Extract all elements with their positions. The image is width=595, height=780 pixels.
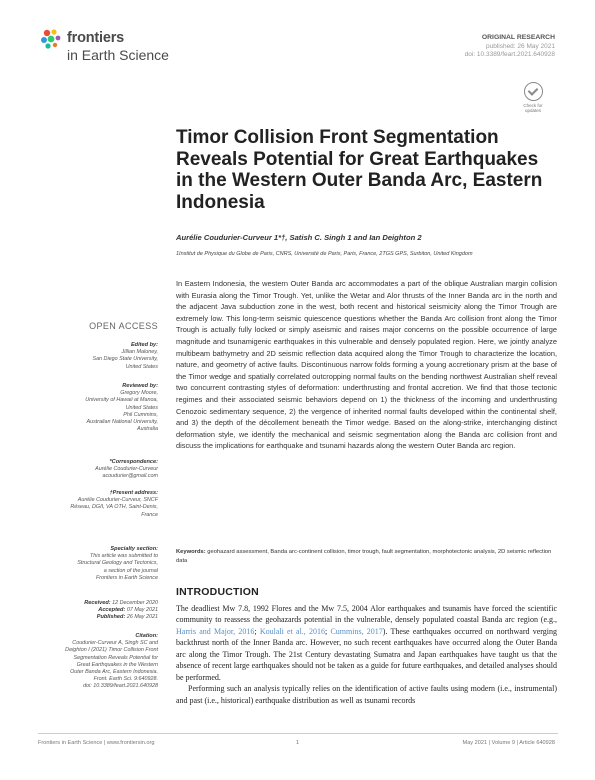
- page-number: 1: [296, 740, 300, 746]
- footer-volume-info: May 2021 | Volume 9 | Article 640928: [462, 740, 555, 746]
- affiliations: 1Institut de Physique du Globe de Paris, CNRS, Université de Paris, Paris, France, 2TGS GPS, Surbiton, United Kingdom: [176, 251, 473, 257]
- badge-line-1: Check for: [523, 103, 543, 108]
- open-access-label: OPEN ACCESS: [89, 321, 158, 331]
- received-date: 12 December 2020: [112, 600, 158, 606]
- specialty-section: Specialty section: This article was submitted to Structural Geology and Tectonics, a section of the journal Frontiers in Earth Science: [77, 546, 158, 581]
- published-date-side: 26 May 2021: [126, 614, 158, 621]
- published-date: published: 26 May 2021: [485, 42, 555, 50]
- citation-link[interactable]: Harris and Major, 2016: [176, 626, 255, 636]
- intro-paragraph-1: The deadliest Mw 7.8, 1992 Flores and the Mw 7.5, 2004 Alor earthquakes and tsunamis have forced the scientific community to reassess the geohazards potential in the vulnerable, densely populated coastal Banda arc region (e.g., Harris and Major, 2016; Koulali et al., 2016; Cummins, 2017). These earthquakes occurred on northward verging backthrust north of the Inner Banda arc. However, no such recent earthquakes have occurred along the Outer Banda arc along the Timor Trough. The 21st Century devastating Sumatra and Japan earthquakes have taught us that the absence of recent large earthquakes should not be taken as a guide for future earthquakes, and detailed analyses should be performed.: [176, 604, 557, 682]
- reviewed-by: Reviewed by: Gregory Moore, University of Hawaii at Manoa, United States Phil Cummins, Australian National University, Australia: [85, 383, 158, 433]
- author-list: Aurélie Coudurier-Curveur 1*†, Satish C. Singh 1 and Ian Deighton 2: [176, 233, 422, 242]
- section-heading-introduction: INTRODUCTION: [176, 586, 259, 598]
- badge-line-2: updates: [524, 108, 541, 113]
- journal-brand[interactable]: frontiers: [67, 30, 125, 46]
- present-address: †Present address: Aurélie Coudurier-Curveur, SNCF Réseau, DGII, VA OTH, Saint-Denis, France: [70, 490, 158, 518]
- accepted-date: 07 May 2021: [126, 607, 158, 614]
- article-title: Timor Collision Front Segmentation Reveals Potential for Great Earthquakes in the Western Outer Banda Arc, Eastern Indonesia: [176, 127, 543, 213]
- check-for-updates-badge[interactable]: [513, 82, 553, 113]
- introduction-body: [176, 603, 557, 706]
- edited-by: Edited by: Jillian Maloney, San Diego State University, United States: [92, 342, 158, 370]
- footer-journal-link[interactable]: Frontiers in Earth Science | www.frontiersin.org: [38, 740, 155, 746]
- keywords-label: Keywords:: [176, 549, 206, 555]
- keywords-text: geohazard assessment, Banda arc-continent collision, timor trough, fault segmentation, morphotectonic analysis, 2D seismic reflection data: [176, 549, 552, 564]
- citation-doi-link[interactable]: doi: 10.3389/feart.2021.640928: [83, 683, 158, 690]
- correspondence: *Correspondence: Aurélie Coudurier-Curveur acoudurier@gmail.com: [23, 459, 158, 481]
- footer-divider: [38, 733, 558, 734]
- citation-link[interactable]: Koulali et al., 2016: [259, 626, 326, 636]
- keywords: [176, 548, 557, 566]
- citation-block: Citation: Coudurier-Curveur A, Singh SC and Deighton I (2021) Timor Collision Front Segmentation Reveals Potential for Great Earthquakes in the Western Outer Banda Arc, Eastern Indonesia. Front. Earth Sci. 9:640928. doi: 10.3389/feart.2021.640928: [23, 633, 158, 691]
- frontiers-logo-icon: [39, 27, 63, 51]
- article-dates: Received: 12 December 2020 Accepted: 07 May 2021 Published: 26 May 2021: [84, 600, 158, 621]
- citation-link[interactable]: Cummins, 2017: [330, 626, 383, 636]
- correspondence-email[interactable]: acoudurier@gmail.com: [102, 473, 158, 480]
- doi-link[interactable]: doi: 10.3389/feart.2021.640928: [464, 51, 555, 58]
- check-updates-icon: [524, 82, 543, 101]
- abstract: In Eastern Indonesia, the western Outer Banda arc accommodates a part of the oblique Australian margin collision with Eurasia along the Timor Trough. Yet, unlike the Wetar and Alor thrusts of the Inner Banda arc in the north and the adjacent Java subduction zone in the west, both recent and historical seismicity along the Timor Trough are extremely low. This long-term seismic quiescence questions whether the Banda Arc collision front along the Timor Trough is actually fully locked or simply aseismic and raises major concerns on the possible occurrence of large magnitude and tsunamigenic earthquakes in this vulnerable and densely populated region. Here, we jointly analyze multibeam bathymetry and 2D seismic reflection data acquired along the Timor Trough to characterize the location, nature, and geometry of active faults. Discontinuous narrow folds forming a young accretionary prism at the base of the Timor wedge and spatially correlated outcropping normal faults on the bending northwest Australian shelf reveal two concurrent contrasting styles of deformation: underthrusting and frontal accretion. We find that those tectonic regimes and their associated seismic behaviors depend on 1) the thickness of the incoming and underthrusting Cenozoic sedimentary sequence, 2) the vergence of inherited normal faults developed within the continental shelf, and 3) the depth of the décollement beneath the Timor wedge. Based on the along-strike, interchanging distinct deformation style, we identify the mechanical and seismic segmentation along the Banda arc collision front and discuss the implications for earthquake and tsunami hazards along the western Outer Banda arc region.: [176, 279, 557, 451]
- article-meta: [465, 34, 555, 60]
- article-type: ORIGINAL RESEARCH: [481, 34, 555, 41]
- intro-paragraph-2: Performing such an analysis typically relies on the identification of active faults using modern (i.e., instrumental) and past (i.e., historical) earthquake distribution as well as tsunami records: [176, 684, 557, 705]
- journal-subtitle: in Earth Science: [67, 47, 169, 63]
